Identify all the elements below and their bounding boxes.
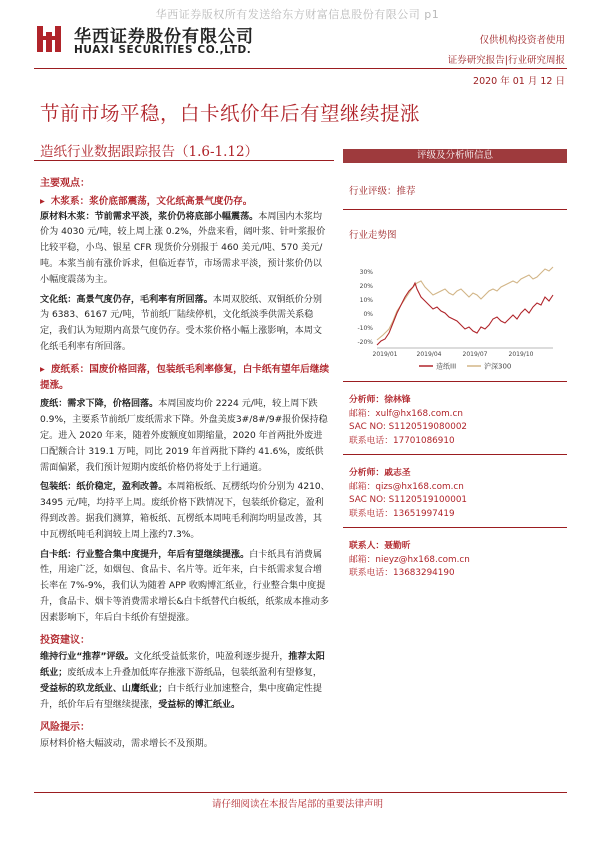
footer-divider — [34, 792, 567, 793]
y-tick-label: 0% — [363, 311, 373, 318]
email-label: 邮箱： — [349, 554, 376, 565]
paragraph-lead: 原材料木浆：节前需求平淡，浆价仍将底部小幅震荡。 — [40, 211, 259, 222]
rating-value: 推荐 — [396, 186, 416, 197]
sidebar-header: 评级及分析师信息 — [343, 149, 567, 163]
subtitle-divider — [34, 160, 334, 161]
contact-block — [343, 540, 567, 581]
sidebar — [343, 149, 567, 581]
header-divider — [34, 68, 567, 69]
analyst-email[interactable]: qizs@hx168.com.cn — [375, 481, 464, 492]
trend-chart-title: 行业走势图 — [349, 230, 397, 241]
paragraph-lead: 包装纸：纸价稳定，盈利改善。 — [40, 482, 168, 493]
paragraph-white-card — [40, 548, 330, 627]
arrow-icon: ▸ — [40, 195, 45, 207]
analyst-phone: 13651997419 — [393, 508, 455, 519]
paragraph-lead: 白卡纸：行业整合集中度提升，年后有望继续提涨。 — [40, 549, 250, 560]
paragraph-text: 本周箱板纸、瓦楞纸均价分别为 4210、3495 元/吨，均持平上周。废纸价格下跌情况下，包装纸价稳定，盈利得到改善。据我们测算，箱板纸、瓦楞纸本周吨毛利润均明显改善，其中瓦楞纸吨毛利润较上周上涨约7.3%。 — [40, 482, 330, 540]
paragraph-text: 本周国内木浆均价为 4030 元/吨，较上周上涨 0.2%，外盘来看，阔叶浆、针叶浆报价比较平稳，小鸟、银星 CFR 现货价分别报于 460 美元/吨、570 美元/吨。本浆当前有涨价诉求，但临近春节，市场需求平淡，预计浆价仍以小幅度震荡为主。 — [40, 211, 326, 285]
x-tick-label: 2019/04 — [416, 351, 442, 358]
bullet-waste-text: 废纸系：国废价格回落，包装纸毛利率修复，白卡纸有望年后继续提涨。 — [40, 363, 330, 391]
paragraph-text: 本周国废均价 2224 元/吨，较上周下跌 0.9%，主要系节前纸厂废纸需求下降。外盘美废3#/8#/9#报价保持稳定。进入 2020 年来，随着外废额度如期缩量，2020 年首两批外废进口配额合计 319.1 万吨，同比 2019 年首两批下降约 41.6%，废纸供需面偏紧，我们预计短期内废纸价格仍将处于上行通道。 — [40, 399, 328, 473]
contact-email[interactable]: nieyz@hx168.com.cn — [375, 554, 470, 565]
investment-pick: 受益标的玖龙纸业、山鹰纸业； — [40, 683, 168, 694]
analyst-email-line — [349, 408, 567, 422]
phone-label: 联系电话： — [349, 508, 393, 519]
main-points-heading: 主要观点： — [40, 178, 90, 189]
y-tick-label: -10% — [357, 325, 373, 332]
paragraph-lead: 废纸：需求下降，价格回落。 — [40, 399, 159, 410]
analyst-name: 徐林锋 — [384, 395, 411, 405]
rating-label: 行业评级： — [349, 186, 397, 197]
audience-note: 仅供机构投资者使用 — [479, 35, 565, 46]
investment-text: 文化纸受益低浆价，吨盈利逐步提升， — [133, 652, 289, 663]
sidebar-divider — [343, 209, 567, 210]
contact-role: 联系人： — [349, 541, 385, 551]
analyst-role: 分析师： — [349, 395, 385, 405]
phone-label: 联系电话： — [349, 568, 393, 578]
y-tick-label: 30% — [359, 269, 373, 276]
investment-pick: 受益标的博汇纸业。 — [158, 699, 241, 710]
x-tick-label: 2019/10 — [508, 351, 534, 358]
page-subtitle: 造纸行业数据跟踪报告（1.6-1.12） — [40, 144, 259, 160]
paragraph-lead: 文化纸：高景气度仍存，毛利率有所回落。 — [40, 294, 213, 305]
analyst-role: 分析师： — [349, 468, 385, 478]
email-label: 邮箱： — [349, 408, 376, 419]
watermark: 华西证券版权所有发送给东方财富信息股份有限公司 p1 — [155, 8, 440, 21]
paragraph-pulp — [40, 210, 330, 289]
analyst-phone-line — [349, 435, 567, 449]
sac-label: SAC NO: — [349, 422, 386, 432]
paragraph-risk: 原材料价格大幅波动，需求增长不及预期。 — [40, 739, 213, 750]
contact-name-line — [349, 540, 567, 554]
sidebar-divider — [343, 381, 567, 382]
report-type: 证券研究报告|行业研究周报 — [447, 55, 565, 66]
analyst-sac-line — [349, 421, 567, 435]
bullet-pulp — [40, 194, 330, 210]
risk-heading: 风险提示： — [40, 721, 90, 733]
contact-email-line — [349, 554, 567, 568]
analyst-sac: S1120519080002 — [388, 422, 468, 432]
paragraph-text: 本周双胶纸、双铜纸价分别为 6383、6167 元/吨，节前纸厂陆续停机，文化纸淡季供需关系稳定，我们认为短期内高景气度仍存。受木浆价格小幅上涨影响，本周文化纸毛利率有所回落。 — [40, 294, 322, 352]
brand-name-cn: 华西证券股份有限公司 — [74, 27, 254, 47]
legend-label-hs300: 沪深300 — [484, 362, 512, 371]
paragraph-culture-paper — [40, 293, 330, 356]
y-tick-label: 20% — [359, 283, 373, 290]
paragraph-text: 白卡纸具有消费属性，用途广泛，如烟包、食品卡、名片等。近年来，白卡纸需求复合增长率在 7%-9%，我们认为随着 APP 收购博汇纸业，行业整合集中度提升，食品卡、烟卡等消费需求增长&白卡纸替代白板纸，纸浆成本推动多因素影响下，年后白卡纸价有望提涨。 — [40, 549, 329, 623]
sidebar-divider — [343, 454, 567, 455]
y-tick-label: -20% — [357, 339, 373, 346]
paragraph-investment — [40, 650, 330, 713]
report-date: 2020 年 01 月 12 日 — [473, 76, 565, 87]
analyst-block — [343, 467, 567, 521]
x-tick-label: 2019/01 — [372, 351, 398, 358]
bullet-pulp-text: 木浆系：浆价底部震荡，文化纸高景气度仍存。 — [50, 195, 253, 207]
analyst-sac: S1120519100001 — [388, 495, 468, 505]
analyst-phone: 17701086910 — [393, 435, 455, 446]
brand-name-en: HUAXI SECURITIES CO.,LTD. — [74, 44, 252, 56]
analyst-email-line — [349, 481, 567, 495]
industry-rating — [349, 183, 567, 197]
analyst-name: 戚志圣 — [384, 468, 411, 478]
analyst-sac-line — [349, 494, 567, 508]
contact-name: 聂勤昕 — [384, 541, 411, 551]
bullet-waste-paper — [40, 362, 330, 394]
analyst-email[interactable]: xulf@hx168.com.cn — [375, 408, 463, 419]
paragraph-waste-paper — [40, 397, 330, 476]
report-body — [40, 176, 330, 757]
investment-text: 白卡纸行业加速整合，集中度确定性提升，纸价年后有望继续提涨， — [40, 683, 322, 710]
arrow-icon: ▸ — [40, 363, 45, 375]
investment-heading: 投资建议： — [40, 634, 90, 646]
investment-lead: 维持行业“推荐”评级。 — [40, 652, 134, 663]
investment-text: 废纸成本上升叠加低库存推涨下游纸品，包装纸盈利有望修复， — [67, 668, 322, 679]
y-tick-label: 10% — [359, 297, 373, 304]
contact-phone: 13683294190 — [393, 568, 455, 578]
analyst-name-line — [349, 467, 567, 481]
sidebar-divider — [343, 527, 567, 528]
phone-label: 联系电话： — [349, 435, 393, 446]
investment-pick: 推荐太阳纸业； — [40, 652, 325, 679]
contact-phone-line — [349, 567, 567, 581]
huaxi-logo-icon — [36, 24, 66, 54]
legend-label-paper: 造纸III — [436, 362, 457, 371]
sac-label: SAC NO: — [349, 495, 386, 505]
page-title: 节前市场平稳，白卡纸价年后有望继续提涨 — [40, 102, 421, 125]
x-tick-label: 2019/07 — [462, 351, 488, 358]
paragraph-packaging — [40, 480, 330, 543]
analyst-name-line — [349, 394, 567, 408]
analyst-phone-line — [349, 508, 567, 522]
trend-chart — [349, 247, 559, 373]
analyst-block — [343, 394, 567, 448]
email-label: 邮箱： — [349, 481, 376, 492]
legal-footer: 请仔细阅读在本报告尾部的重要法律声明 — [211, 799, 383, 810]
